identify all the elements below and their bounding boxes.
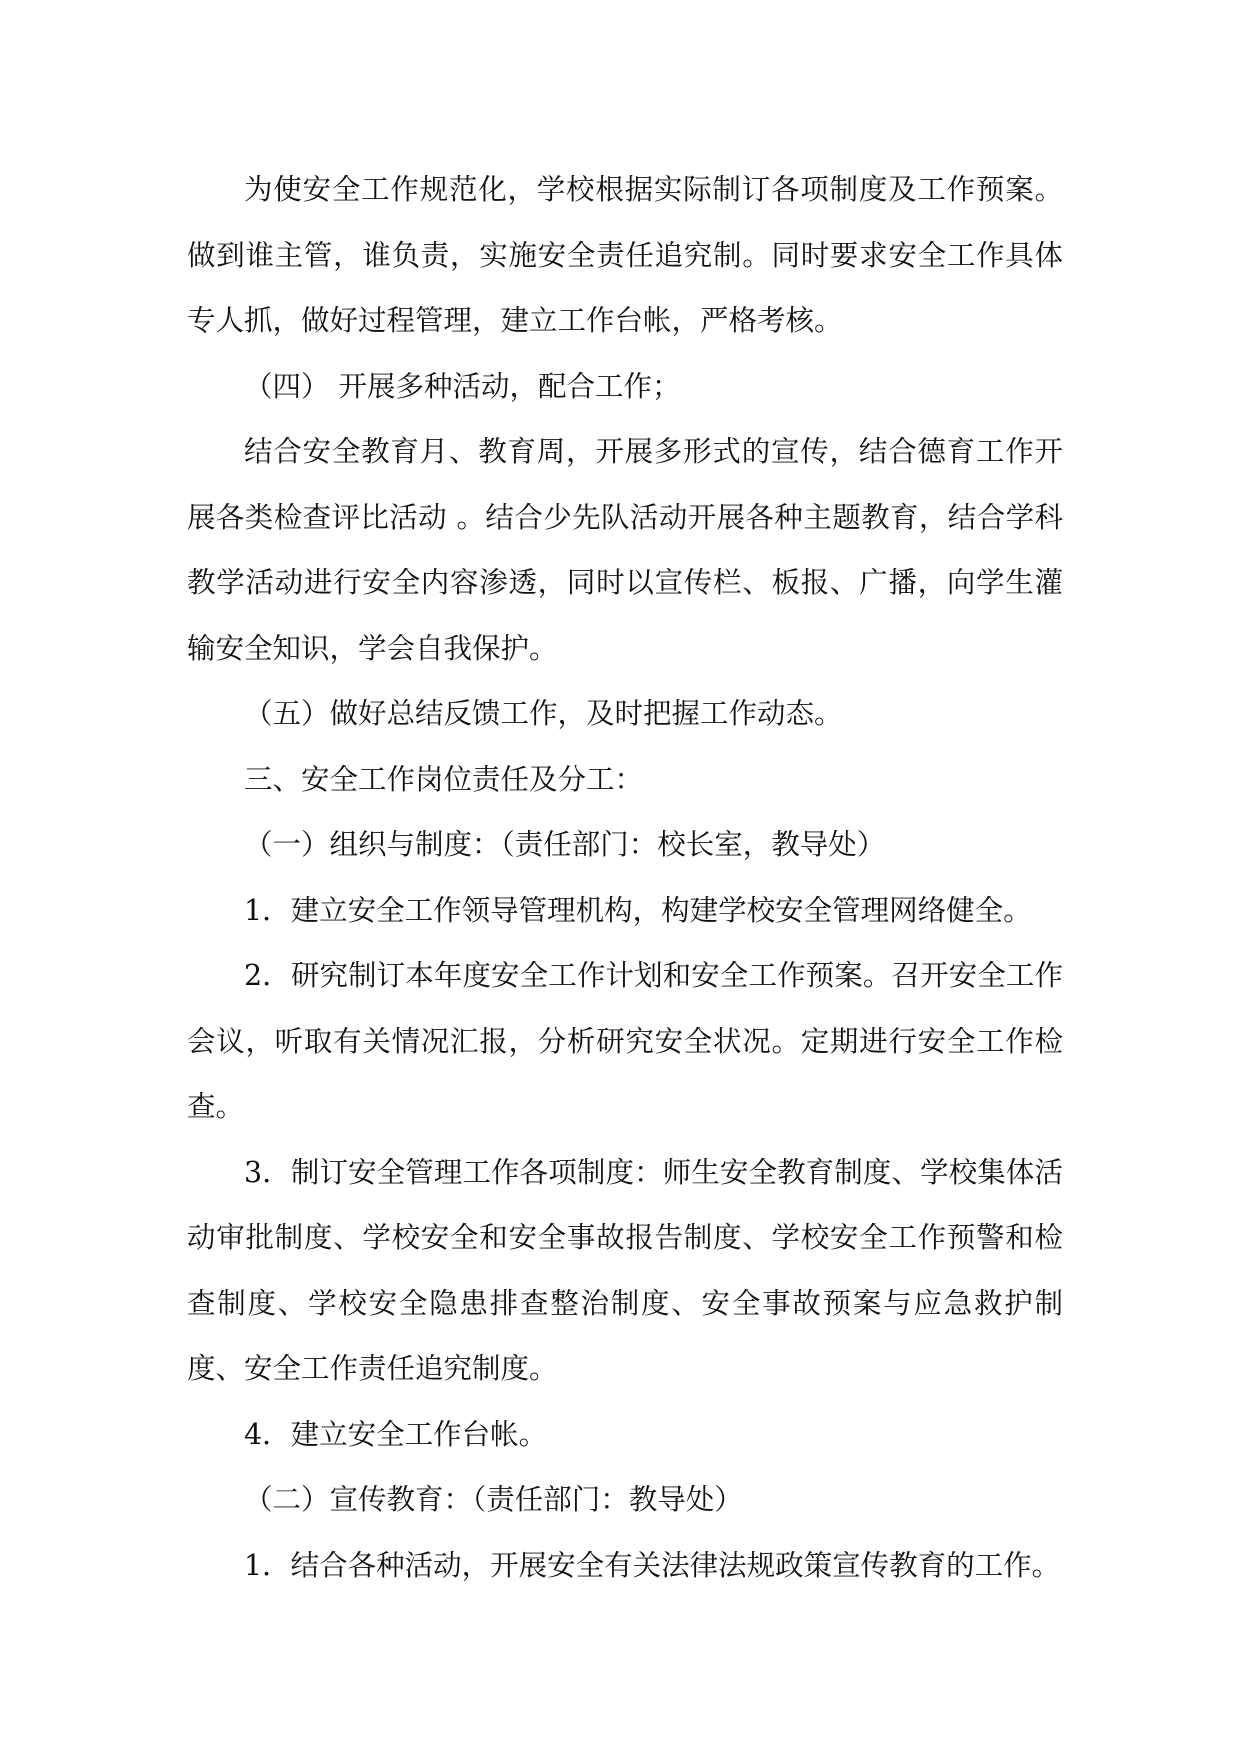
list-item-3: 3．制订安全管理工作各项制度：师生安全教育制度、学校集体活动审批制度、学校安全和安全事故报告制度、学校安全工作预警和检查制度、学校安全隐患排查整治制度、安全事故预案与应急救护制度、安全工作责任追究制度。 xyxy=(187,1155,1063,1385)
heading-organization-system: （一）组织与制度：（责任部门：校长室，教导处） xyxy=(244,828,886,861)
paragraph-safety-standardization: 为使安全工作规范化，学校根据实际制订各项制度及工作预案。做到谁主管，谁负责，实施安全责任追究制。同时要求安全工作具体专人抓，做好过程管理，建立工作台帐，严格考核。 xyxy=(187,173,1063,337)
heading-section-4: （四） 开展多种活动，配合工作； xyxy=(244,369,681,403)
list-item-4: 4．建立安全工作台帐。 xyxy=(244,1417,548,1451)
list-item-2: 2．研究制订本年度安全工作计划和安全工作预案。召开安全工作会议，听取有关情况汇报，分析研究安全状况。定期进行安全工作检查。 xyxy=(187,959,1063,1123)
list-item-publicity-1: 1．结合各种活动，开展安全有关法律法规政策宣传教育的工作。 xyxy=(244,1548,1061,1582)
heading-publicity-education: （二）宣传教育：（责任部门：教导处） xyxy=(244,1483,743,1516)
heading-section-5: （五）做好总结反馈工作，及时把握工作动态。 xyxy=(244,697,843,730)
heading-part-3: 三、安全工作岗位责任及分工： xyxy=(244,762,644,796)
list-item-1: 1．建立安全工作领导管理机构，构建学校安全管理网络健全。 xyxy=(244,893,1032,927)
paragraph-activities: 结合安全教育月、教育周，开展多形式的宣传，结合德育工作开展各类检查评比活动 。结合少先队活动开展各种主题教育，结合学科教学活动进行安全内容渗透，同时以宣传栏、板报、广播，向学生灌输安全知识，学会自我保护。 xyxy=(187,435,1063,665)
document-body xyxy=(187,157,1063,1598)
